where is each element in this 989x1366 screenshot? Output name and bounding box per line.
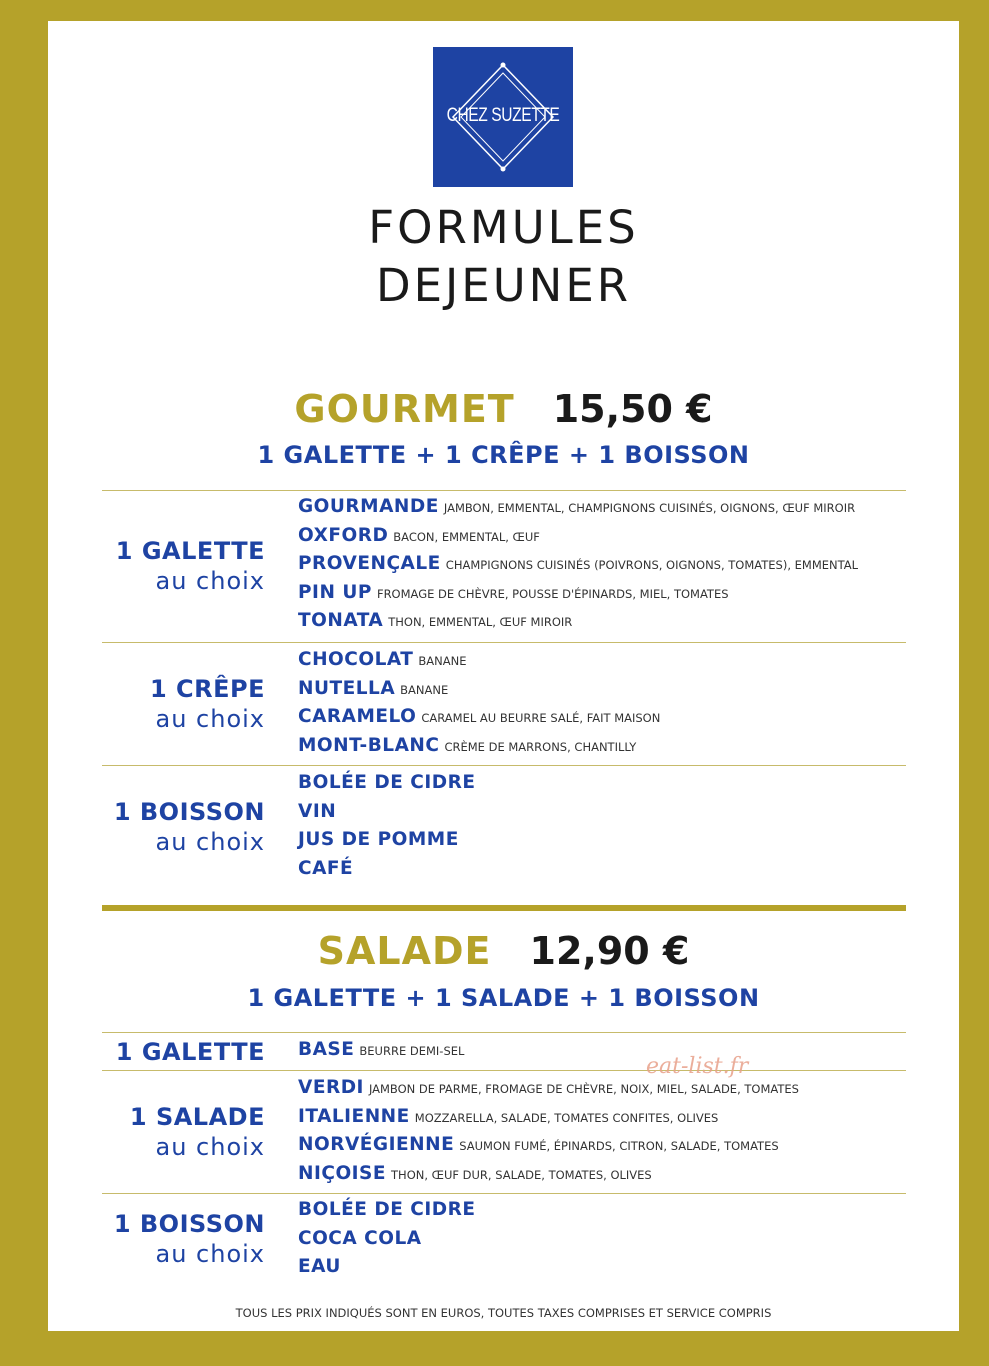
item-name: NIÇOISE (298, 1162, 387, 1184)
salade-salade-section (102, 1077, 906, 1192)
section-label-main: 1 GALETTE (115, 1038, 265, 1066)
item-desc: BANANE (418, 654, 467, 668)
list-item (298, 496, 858, 525)
section-label-main: 1 CRÊPE (149, 675, 265, 703)
item-name: ITALIENNE (298, 1105, 410, 1127)
item-name: MONT-BLANC (298, 734, 440, 756)
item-desc: JAMBON DE PARME, FROMAGE DE CHÈVRE, NOIX, MIEL, SALADE, TOMATES (368, 1082, 799, 1096)
salade-heading (48, 929, 959, 973)
item-name: PIN UP (298, 581, 372, 603)
item-list (298, 649, 660, 763)
list-item (298, 1228, 475, 1257)
section-label-main: 1 BOISSON (113, 798, 265, 826)
divider (102, 765, 906, 766)
divider (102, 1032, 906, 1033)
item-desc: CARAMEL AU BEURRE SALÉ, FAIT MAISON (421, 711, 661, 725)
list-item (298, 525, 858, 554)
section-label (130, 1102, 265, 1162)
divider (102, 490, 906, 491)
item-list (298, 1039, 464, 1068)
list-item (298, 582, 858, 611)
item-name: VERDI (298, 1077, 364, 1098)
item-list (298, 772, 475, 886)
item-name: NUTELLA (298, 677, 396, 699)
menu-card (48, 21, 959, 1331)
section-label (150, 674, 265, 734)
item-desc: THON, ŒUF DUR, SALADE, TOMATES, OLIVES (391, 1167, 652, 1182)
list-item (298, 1134, 799, 1163)
gourmet-boisson-section (102, 772, 906, 887)
list-item (298, 553, 858, 582)
item-desc: SAUMON FUMÉ, ÉPINARDS, CITRON, SALADE, TOMATES (459, 1139, 779, 1153)
list-item (298, 1199, 475, 1228)
item-name: CAFÉ (298, 857, 354, 879)
section-label-main: 1 GALETTE (115, 537, 265, 565)
section-label-sub: au choix (155, 567, 265, 595)
section-label-sub: au choix (155, 828, 265, 856)
item-name: VIN (298, 800, 337, 822)
gourmet-heading (48, 387, 959, 431)
item-name: GOURMANDE (298, 496, 439, 517)
item-name: TONATA (298, 610, 384, 631)
item-desc: CHAMPIGNONS CUISINÉS (POIVRONS, OIGNONS, TOMATES), EMMENTAL (445, 558, 859, 572)
section-label (116, 536, 265, 596)
section-label (114, 1209, 265, 1269)
page-title-line1: FORMULES (368, 201, 639, 254)
item-desc: FROMAGE DE CHÈVRE, POUSSE D'ÉPINARDS, MIEL, TOMATES (376, 586, 729, 601)
list-item (298, 1106, 799, 1135)
item-name: NORVÉGIENNE (298, 1134, 455, 1155)
watermark: eat-list.fr (646, 1054, 749, 1079)
item-desc: BEURRE DEMI-SEL (359, 1044, 465, 1058)
salade-galette-section (102, 1039, 906, 1067)
item-list (298, 1199, 475, 1285)
list-item (298, 1077, 799, 1106)
page-title-line2: DEJEUNER (375, 259, 632, 312)
item-desc: BANANE (400, 682, 449, 697)
item-desc: BACON, EMMENTAL, ŒUF (393, 529, 540, 544)
item-name: BOLÉE DE CIDRE (298, 1199, 476, 1220)
list-item (298, 706, 660, 735)
footer-note: TOUS LES PRIX INDIQUÉS SONT EN EUROS, TOUTES TAXES COMPRISES ET SERVICE COMPRIS (235, 1306, 772, 1320)
item-name: CHOCOLAT (298, 649, 414, 670)
list-item (298, 678, 660, 707)
item-name: COCA COLA (298, 1227, 422, 1249)
list-item (298, 801, 475, 830)
item-desc: MOZZARELLA, SALADE, TOMATES CONFITES, OLIVES (414, 1110, 719, 1125)
list-item (298, 1256, 475, 1285)
section-label (116, 1037, 265, 1067)
list-item (298, 649, 660, 678)
salade-subtitle: 1 GALETTE + 1 SALADE + 1 BOISSON (247, 984, 760, 1012)
item-name: PROVENÇALE (298, 553, 441, 574)
item-list (298, 1077, 799, 1191)
gourmet-price: 15,50 € (552, 387, 713, 431)
salade-boisson-section (102, 1199, 906, 1287)
salade-name: SALADE (317, 929, 492, 973)
divider (102, 642, 906, 643)
list-item (298, 772, 475, 801)
item-desc: JAMBON, EMMENTAL, CHAMPIGNONS CUISINÉS, OIGNONS, ŒUF MIROIR (443, 501, 856, 515)
item-name: CARAMELO (298, 706, 417, 727)
list-item (298, 858, 475, 887)
gourmet-name: GOURMET (294, 387, 515, 431)
divider (102, 1193, 906, 1194)
gourmet-galette-section (102, 496, 906, 641)
item-list (298, 496, 858, 639)
item-name: BOLÉE DE CIDRE (298, 772, 476, 793)
item-desc: THON, EMMENTAL, ŒUF MIROIR (388, 615, 573, 629)
item-name: JUS DE POMME (298, 829, 459, 850)
list-item (298, 610, 858, 639)
gourmet-subtitle: 1 GALETTE + 1 CRÊPE + 1 BOISSON (257, 441, 750, 469)
section-label-sub: au choix (155, 1240, 265, 1268)
list-item (298, 735, 660, 764)
list-item (298, 829, 475, 858)
divider (102, 1070, 906, 1071)
section-label-main: 1 SALADE (129, 1103, 265, 1131)
section-separator (102, 905, 906, 911)
logo-text: CHEZ SUZETTE (446, 105, 560, 126)
item-name: BASE (298, 1039, 355, 1060)
item-name: EAU (298, 1256, 341, 1277)
chez-suzette-logo (433, 47, 573, 187)
section-label-main: 1 BOISSON (113, 1210, 265, 1238)
item-name: OXFORD (298, 524, 389, 546)
salade-price: 12,90 € (529, 929, 690, 973)
item-desc: CRÈME DE MARRONS, CHANTILLY (444, 739, 637, 754)
list-item (298, 1163, 799, 1192)
section-label-sub: au choix (155, 1133, 265, 1161)
list-item (298, 1039, 464, 1068)
gourmet-crepe-section (102, 649, 906, 764)
section-label-sub: au choix (155, 705, 265, 733)
section-label (114, 797, 265, 857)
